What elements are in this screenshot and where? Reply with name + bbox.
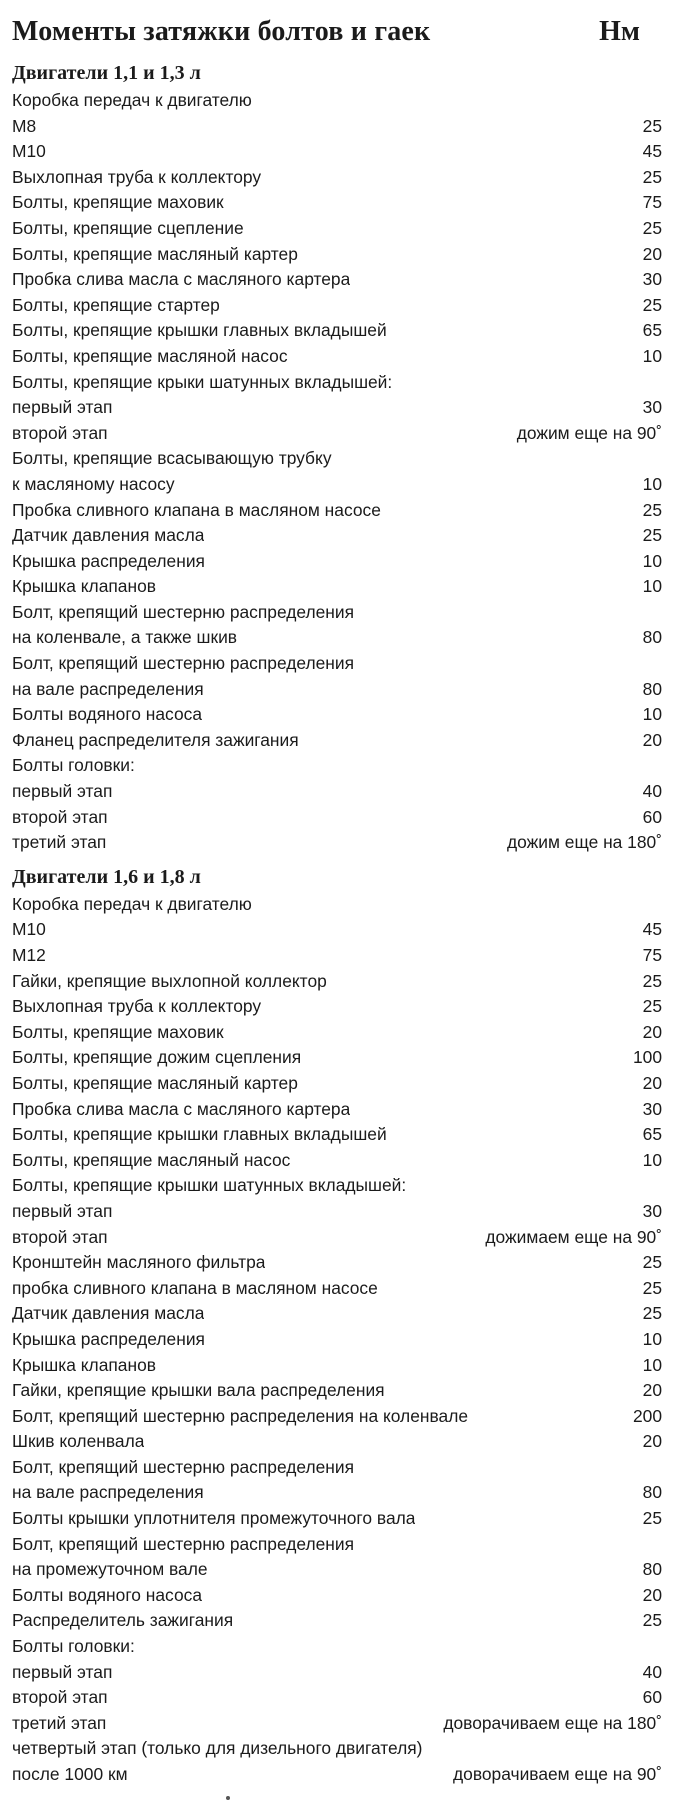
row-value: 25 (642, 525, 662, 546)
torque-row (12, 1455, 662, 1481)
row-value: 25 (642, 996, 662, 1017)
torque-row (12, 1404, 662, 1430)
row-value: 20 (642, 1584, 662, 1605)
torque-row (12, 1353, 662, 1379)
row-value: 40 (642, 1661, 662, 1682)
row-label: Болты, крепящие крышки главных вкладышей (12, 320, 387, 341)
torque-row (12, 523, 662, 549)
row-label: третий этап (12, 832, 107, 853)
row-value: 25 (642, 166, 662, 187)
torque-row (12, 1583, 662, 1609)
torque-row (12, 1148, 662, 1174)
row-label: Болты, крепящие всасывающую трубку (12, 448, 332, 469)
torque-row (12, 216, 662, 242)
row-label: на коленвале, а также шкив (12, 627, 238, 648)
row-value: 20 (642, 1072, 662, 1093)
row-value: 10 (642, 345, 662, 366)
section-heading: Двигатели 1,1 и 1,3 л (12, 62, 201, 84)
row-label: Крышка распределения (12, 1328, 205, 1349)
row-label: Болты головки: (12, 755, 135, 776)
row-label: четвертый этап (только для дизельного двигателя) (12, 1738, 423, 1759)
row-value: 100 (632, 1047, 662, 1068)
torque-row (12, 1173, 662, 1199)
torque-row (12, 702, 662, 728)
row-label: первый этап (12, 397, 113, 418)
row-label: Болт, крепящий шестерню распределения (12, 1533, 355, 1554)
row-value: дожим еще на 90˚ (516, 422, 662, 443)
row-value: 10 (642, 704, 662, 725)
torque-row (12, 1122, 662, 1148)
row-label: Болты, крепящие крышки шатунных вкладышей: (12, 1175, 407, 1196)
row-label: Болты водяного насоса (12, 704, 202, 725)
row-label: второй этап (12, 1687, 108, 1708)
torque-row (12, 994, 662, 1020)
row-value: 60 (642, 806, 662, 827)
torque-row (12, 1532, 662, 1558)
torque-row (12, 1506, 662, 1532)
row-label: Крышка клапанов (12, 1354, 156, 1375)
row-value: 45 (642, 919, 662, 940)
row-label: Болты головки: (12, 1636, 135, 1657)
torque-row (12, 1608, 662, 1634)
row-label: пробка сливного клапана в масляном насосе (12, 1277, 378, 1298)
row-label: Выхлопная труба к коллектору (12, 996, 262, 1017)
torque-row (12, 1660, 662, 1686)
torque-row (12, 1634, 662, 1660)
torque-row (12, 1301, 662, 1327)
torque-row (12, 472, 662, 498)
row-value: 80 (642, 627, 662, 648)
torque-row (12, 114, 662, 140)
row-label: Распределитель зажигания (12, 1610, 234, 1631)
row-label: Коробка передач к двигателю (12, 90, 252, 110)
torque-row (12, 1276, 662, 1302)
row-label: Болты, крепящие стартер (12, 294, 220, 315)
row-value: 75 (642, 945, 662, 965)
torque-row (12, 1762, 662, 1788)
row-label: Болты, крепящие масляный картер (12, 243, 298, 264)
row-label: Болты, крепящие дожим сцепления (12, 1047, 302, 1068)
row-value: 45 (642, 141, 662, 162)
row-value: 30 (642, 397, 662, 418)
torque-row (12, 549, 662, 575)
row-value: 25 (642, 217, 662, 238)
torque-row (12, 574, 662, 600)
row-value: 200 (632, 1405, 662, 1426)
torque-table (12, 58, 662, 1788)
row-label: Болты водяного насоса (12, 1584, 202, 1605)
row-value: дожим еще на 180˚ (507, 832, 662, 853)
row-value: 25 (642, 1303, 662, 1324)
row-label: Болты, крепящие масляной насос (12, 345, 288, 366)
row-label: Болты, крепящие крышки главных вкладышей (12, 1124, 387, 1145)
row-value: 25 (642, 970, 662, 991)
row-value: 25 (642, 1277, 662, 1298)
torque-row (12, 728, 662, 754)
row-value: 30 (642, 1098, 662, 1119)
row-label: Кронштейн масляного фильтра (12, 1252, 266, 1273)
row-value: 10 (642, 473, 662, 494)
unit-header: Нм (599, 16, 640, 47)
row-value: 25 (642, 1508, 662, 1529)
row-value: 10 (642, 550, 662, 571)
torque-row (12, 1045, 662, 1071)
torque-row (12, 395, 662, 421)
row-label: на промежуточном вале (12, 1559, 208, 1580)
row-label: первый этап (12, 1200, 113, 1221)
torque-row (12, 1071, 662, 1097)
row-label: второй этап (12, 422, 108, 443)
row-value: 25 (642, 1610, 662, 1631)
row-label: Болт, крепящий шестерню распределения на коленвале (12, 1405, 469, 1426)
row-label: Болты крышки уплотнителя промежуточного вала (12, 1508, 416, 1529)
row-value: 20 (642, 1431, 662, 1452)
row-label: Болт, крепящий шестерню распределения (12, 1456, 355, 1477)
row-value: 20 (642, 243, 662, 264)
row-label: первый этап (12, 1661, 113, 1682)
row-label: Болты, крепящие маховик (12, 1021, 224, 1042)
torque-row (12, 943, 662, 969)
row-value: 80 (642, 1559, 662, 1580)
row-label: Пробка сливного клапана в масляном насосе (12, 499, 381, 520)
row-value: доворачиваем еще на 90˚ (453, 1764, 662, 1784)
row-value: 30 (642, 1200, 662, 1221)
torque-row (12, 969, 662, 995)
row-label: Датчик давления масла (12, 525, 205, 546)
row-label: Пробка слива масла с масляного картера (12, 1098, 351, 1119)
torque-row (12, 1378, 662, 1404)
row-value: 25 (642, 499, 662, 520)
row-value: 25 (642, 1252, 662, 1273)
torque-row (12, 830, 662, 856)
row-value: 10 (642, 1354, 662, 1375)
row-label: второй этап (12, 806, 108, 827)
row-label: Шкив коленвала (12, 1431, 145, 1452)
torque-row (12, 1557, 662, 1583)
row-label: после 1000 км (12, 1764, 128, 1784)
row-label: Болты, крепящие крыки шатунных вкладышей: (12, 371, 393, 392)
torque-row (12, 370, 662, 396)
section-heading: Двигатели 1,6 и 1,8 л (12, 865, 201, 888)
row-value: 10 (642, 1328, 662, 1349)
row-value: 75 (642, 192, 662, 213)
torque-row (12, 600, 662, 626)
torque-row (12, 805, 662, 831)
row-value: 65 (642, 1124, 662, 1145)
row-label: М10 (12, 919, 46, 940)
row-label: на вале распределения (12, 1482, 204, 1503)
title-row (12, 16, 662, 54)
torque-row (12, 293, 662, 319)
row-label: к масляному насосу (12, 473, 175, 494)
row-label: Болт, крепящий шестерню распределения (12, 601, 355, 622)
row-label: М10 (12, 141, 46, 162)
row-value: 25 (642, 294, 662, 315)
torque-row (12, 625, 662, 651)
torque-row (12, 1225, 662, 1251)
torque-row (12, 917, 662, 943)
row-value: 10 (642, 576, 662, 597)
torque-row (12, 892, 662, 918)
row-value: 20 (642, 729, 662, 750)
row-label: М12 (12, 945, 46, 965)
row-value: 20 (642, 1021, 662, 1042)
torque-row (12, 1327, 662, 1353)
torque-row (12, 498, 662, 524)
torque-row (12, 779, 662, 805)
row-value: 60 (642, 1687, 662, 1708)
page-title: Моменты затяжки болтов и гаек (12, 16, 431, 47)
row-value: 40 (642, 781, 662, 802)
torque-row (12, 753, 662, 779)
torque-row (12, 1685, 662, 1711)
row-label: третий этап (12, 1712, 107, 1733)
torque-row (12, 651, 662, 677)
row-value: 80 (642, 1482, 662, 1503)
row-value: 80 (642, 678, 662, 699)
row-label: Болт, крепящий шестерню распределения (12, 653, 355, 674)
row-value: 20 (642, 1380, 662, 1401)
row-label: Гайки, крепящие выхлопной коллектор (12, 970, 327, 991)
torque-row (12, 267, 662, 293)
row-value: 30 (642, 269, 662, 290)
row-label: второй этап (12, 1226, 108, 1247)
torque-row (12, 1250, 662, 1276)
torque-row (12, 1711, 662, 1737)
row-label: первый этап (12, 781, 113, 802)
row-label: М8 (12, 115, 37, 136)
torque-row (12, 139, 662, 165)
row-label: Крышка клапанов (12, 576, 156, 597)
torque-row (12, 1480, 662, 1506)
row-label: Болты, крепящие сцепление (12, 217, 244, 238)
torque-row (12, 318, 662, 344)
row-label: на вале распределения (12, 678, 204, 699)
row-label: Крышка распределения (12, 550, 205, 571)
row-value: доворачиваем еще на 180˚ (443, 1712, 662, 1733)
torque-row (12, 1020, 662, 1046)
row-label: Болты, крепящие масляный картер (12, 1072, 298, 1093)
torque-row (12, 1097, 662, 1123)
row-value: 25 (642, 115, 662, 136)
row-value: 65 (642, 320, 662, 341)
row-label: Коробка передач к двигателю (12, 893, 252, 914)
torque-row (12, 88, 662, 114)
row-label: Выхлопная труба к коллектору (12, 166, 262, 187)
torque-row (12, 446, 662, 472)
row-label: Болты, крепящие маховик (12, 192, 224, 213)
row-label: Датчик давления масла (12, 1303, 205, 1324)
torque-row (12, 677, 662, 703)
torque-row (12, 165, 662, 191)
print-speck (226, 1796, 230, 1800)
torque-row (12, 421, 662, 447)
torque-row (12, 344, 662, 370)
row-value: 10 (642, 1149, 662, 1170)
torque-row (12, 242, 662, 268)
row-label: Пробка слива масла с масляного картера (12, 269, 351, 290)
torque-row (12, 1736, 662, 1762)
row-label: Фланец распределителя зажигания (12, 729, 299, 750)
torque-row (12, 1429, 662, 1455)
row-label: Гайки, крепящие крышки вала распределения (12, 1380, 385, 1401)
row-value: дожимаем еще на 90˚ (485, 1226, 662, 1247)
torque-row (12, 190, 662, 216)
torque-row (12, 1199, 662, 1225)
row-label: Болты, крепящие масляный насос (12, 1149, 291, 1170)
